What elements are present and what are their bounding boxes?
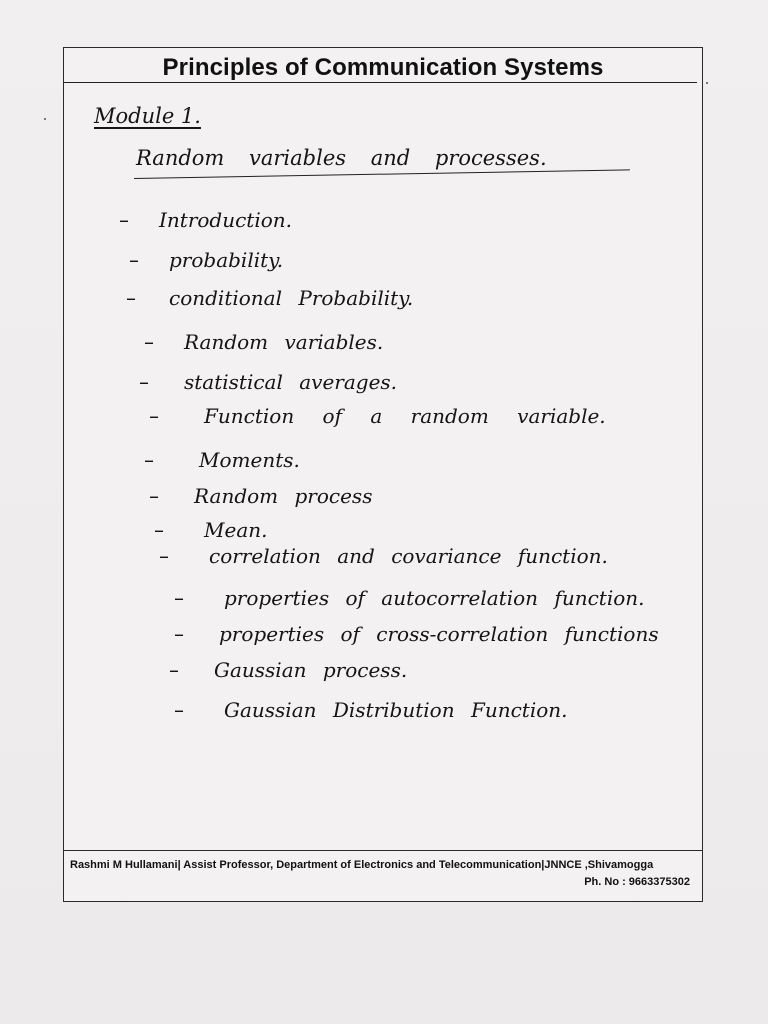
list-bullet-dash: – [149, 484, 159, 508]
list-item: Random process [194, 484, 373, 508]
page-frame [63, 47, 703, 902]
scan-speck [706, 82, 708, 84]
list-item: Moments. [199, 448, 300, 472]
list-item: Introduction. [159, 208, 293, 232]
footer [64, 850, 702, 904]
list-bullet-dash: – [144, 330, 154, 354]
list-item: correlation and covariance function. [209, 544, 608, 568]
list-item: Random variables. [184, 330, 384, 354]
list-bullet-dash: – [174, 698, 184, 722]
heading-underline [134, 169, 630, 179]
list-bullet-dash: – [144, 448, 154, 472]
list-bullet-dash: – [174, 586, 184, 610]
list-bullet-dash: – [119, 208, 129, 232]
list-bullet-dash: – [174, 622, 184, 646]
list-item: statistical averages. [184, 370, 398, 394]
list-item: properties of autocorrelation function. [224, 586, 645, 610]
scan-speck [44, 118, 46, 120]
list-item: conditional Probability. [169, 286, 414, 310]
list-item: Gaussian Distribution Function. [224, 698, 568, 722]
list-bullet-dash: – [169, 658, 179, 682]
list-bullet-dash: – [154, 518, 164, 542]
list-bullet-dash: – [149, 404, 159, 428]
list-item: Function of a random variable. [204, 404, 606, 428]
list-bullet-dash: – [139, 370, 149, 394]
title-underline [64, 82, 697, 83]
list-bullet-dash: – [159, 544, 169, 568]
document-title: Principles of Communication Systems [162, 54, 604, 81]
list-item: properties of cross-correlation functions [219, 622, 659, 646]
list-item: probability. [169, 248, 284, 272]
list-bullet-dash: – [129, 248, 139, 272]
topic-heading: Random variables and processes. [136, 146, 547, 170]
list-bullet-dash: – [126, 286, 136, 310]
module-label: Module 1. [94, 104, 201, 128]
list-item: Mean. [204, 518, 268, 542]
footer-author: Rashmi M Hullamani| Assist Professor, Department of Electronics and Telecommunication|JNNCE ,Shivamogga [70, 859, 654, 871]
list-item: Gaussian process. [214, 658, 408, 682]
footer-phone: Ph. No : 9663375302 [584, 876, 690, 888]
